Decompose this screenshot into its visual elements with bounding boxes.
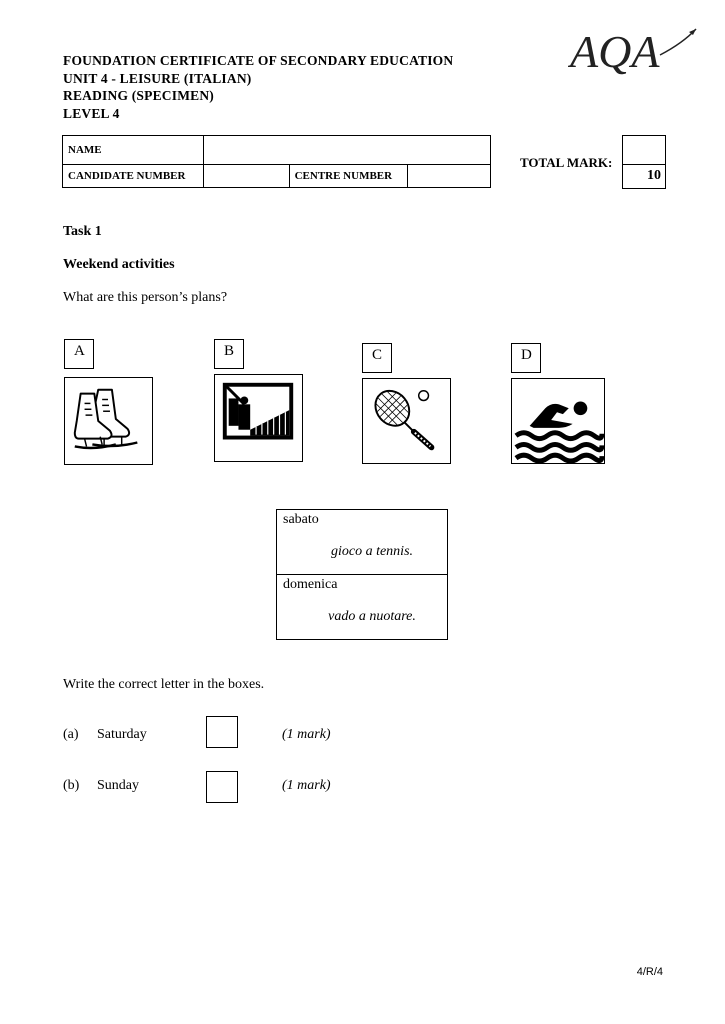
- candidate-info-table: [62, 135, 491, 188]
- picture-a: [64, 377, 153, 465]
- logo-text: AQA: [570, 26, 660, 75]
- plan-sunday: [277, 575, 448, 640]
- tennis-racket-icon: [363, 379, 450, 463]
- header-line-1: FOUNDATION CERTIFICATE OF SECONDARY EDUCATION: [63, 53, 454, 68]
- answer-a-label: (a): [63, 727, 79, 742]
- name-field[interactable]: [204, 136, 491, 165]
- header-line-2: UNIT 4 - LEISURE (ITALIAN): [63, 70, 252, 86]
- answer-a-box[interactable]: [206, 716, 238, 748]
- answer-b-day: Sunday: [97, 778, 139, 793]
- picture-c: [362, 378, 451, 464]
- plan-saturday: [277, 510, 448, 575]
- header-line-4: LEVEL 4: [63, 105, 120, 121]
- task-title: Task 1: [63, 224, 102, 239]
- cinema-icon: [215, 375, 302, 461]
- total-mark-label: TOTAL MARK:: [520, 155, 613, 170]
- task-subtitle: Weekend activities: [63, 257, 175, 272]
- plans-table: [276, 509, 448, 640]
- aqa-logo: [568, 25, 700, 75]
- option-letter-c: C: [362, 343, 392, 373]
- candidate-number-label: CANDIDATE NUMBER: [63, 165, 204, 188]
- name-label: NAME: [63, 136, 204, 165]
- plan-activity: gioco a tennis.: [330, 544, 414, 559]
- swimming-icon: [512, 379, 604, 463]
- total-mark-box: [622, 135, 666, 189]
- centre-number-field[interactable]: [408, 165, 491, 188]
- answer-a-mark: (1 mark): [282, 727, 331, 742]
- option-letter-a: A: [64, 339, 94, 369]
- plan-day: domenica: [283, 577, 338, 592]
- instruction-text: Write the correct letter in the boxes.: [63, 677, 265, 692]
- header-line-3: READING (SPECIMEN): [63, 88, 214, 103]
- picture-b: [214, 374, 303, 462]
- answer-b-label: (b): [63, 778, 80, 793]
- answer-b-box[interactable]: [206, 771, 238, 803]
- centre-number-label: CENTRE NUMBER: [289, 165, 408, 188]
- plan-activity: vado a nuotare.: [328, 609, 416, 624]
- picture-d: [511, 378, 605, 464]
- document-header: [63, 52, 453, 122]
- candidate-number-field[interactable]: [204, 165, 290, 188]
- option-letter-b: B: [214, 339, 244, 369]
- option-letter-d: D: [511, 343, 541, 373]
- answer-b-mark: (1 mark): [282, 778, 331, 793]
- answer-a-day: Saturday: [97, 727, 147, 742]
- total-mark-value: 10: [647, 168, 661, 183]
- task-question: What are this person’s plans?: [63, 290, 228, 305]
- page-code: 4/R/4: [636, 966, 663, 978]
- plan-day: sabato: [283, 512, 319, 527]
- ice-skates-icon: [65, 378, 152, 464]
